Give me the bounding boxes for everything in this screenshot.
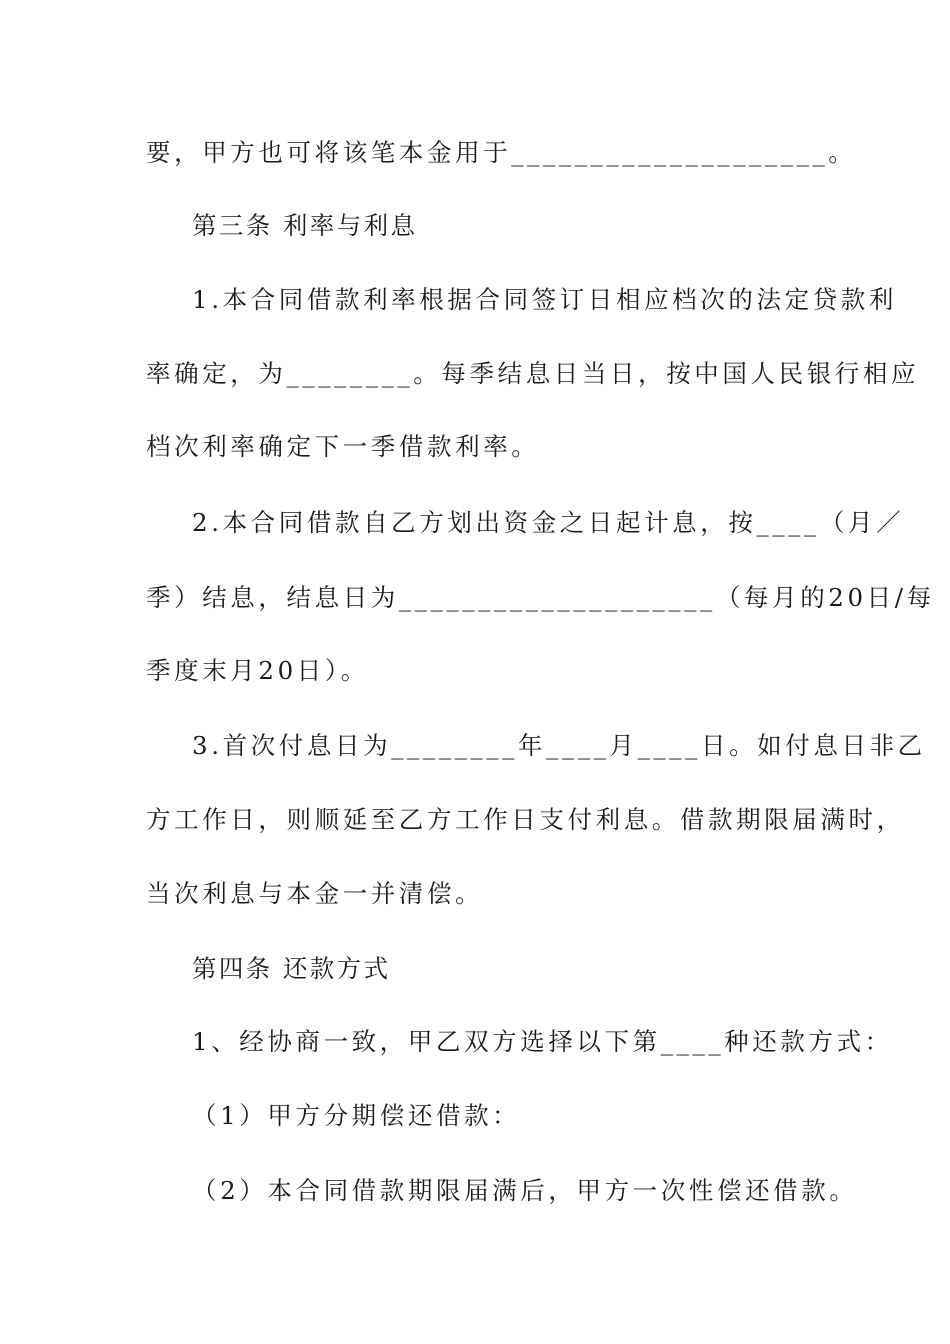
paragraph-line: 2.本合同借款自乙方划出资金之日起计息，按____（月／ xyxy=(192,508,905,537)
list-item: （1）甲方分期偿还借款： xyxy=(192,1101,521,1130)
paragraph-line: 季度末月20日）。 xyxy=(146,656,369,685)
paragraph-line: 当次利息与本金一并清偿。 xyxy=(146,879,484,908)
section-heading-article-4: 第四条 还款方式 xyxy=(192,954,391,983)
paragraph-line: 季）结息，结息日为____________________（每月的20日/每 xyxy=(146,583,935,612)
paragraph-line: 档次利率确定下一季借款利率。 xyxy=(146,432,540,461)
list-item: （2）本合同借款期限届满后，甲方一次性偿还借款。 xyxy=(192,1176,858,1205)
paragraph-line: 1、经协商一致，甲乙双方选择以下第____种还款方式： xyxy=(192,1027,893,1056)
paragraph-line: 率确定，为________。每季结息日当日，按中国人民银行相应 xyxy=(146,359,920,388)
paragraph-line: 1.本合同借款利率根据合同签订日相应档次的法定贷款利 xyxy=(192,285,897,314)
paragraph-line: 方工作日，则顺延至乙方工作日支付利息。借款期限届满时， xyxy=(146,805,905,834)
paragraph-line: 3.首次付息日为________年____月____日。如付息日非乙 xyxy=(192,731,926,760)
section-heading-article-3: 第三条 利率与利息 xyxy=(192,211,418,240)
paragraph-line: 要，甲方也可将该笔本金用于____________________。 xyxy=(146,138,857,167)
